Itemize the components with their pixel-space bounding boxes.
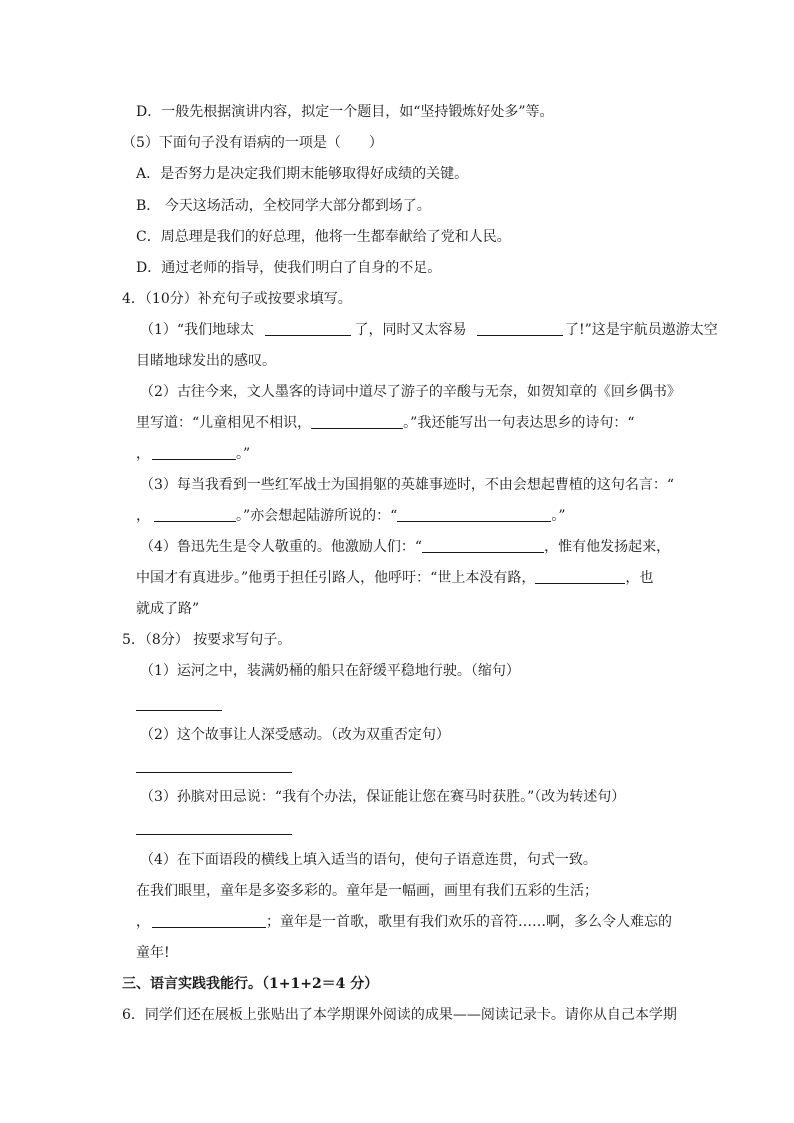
q5-para-text-b: ；童年是一首歌，歌里有我们欢乐的音符……啊，多么令人难忘的 [266, 914, 672, 930]
q3-sub5-option-c: C．周总理是我们的好总理，他将一生都奉献给了党和人民。 [136, 229, 511, 245]
q5-title: 5．（8分） 按要求写句子。 [122, 632, 292, 648]
answer-blank[interactable] [152, 445, 236, 460]
q4-sub3-text-b: ， [136, 508, 150, 524]
q4-sub1-continuation: 目睹地球发出的感叹。 [136, 353, 276, 369]
answer-blank[interactable] [311, 414, 403, 429]
q4-sub4-line1 [140, 537, 670, 557]
q5-para-line1: 在我们眼里，童年是多姿多彩的。童年是一幅画，画里有我们五彩的生活； [136, 883, 598, 899]
answer-line[interactable] [136, 772, 292, 773]
answer-blank[interactable] [477, 321, 563, 336]
q3-sub5-option-a: A．是否努力是决定我们期末能够取得好成绩的关键。 [136, 166, 469, 182]
q5-sub3: （3）孙膑对田忌说：“我有个办法，保证能让您在赛马时获胜。”（改为转述句） [140, 789, 626, 805]
q3-sub5-option-b: B． 今天这场活动，全校同学大部分都到场了。 [136, 198, 431, 214]
q5-sub2: （2）这个故事让人深受感动。（改为双重否定句） [140, 727, 450, 743]
q4-sub4-line3: 就成了路” [136, 601, 200, 617]
answer-blank[interactable] [422, 538, 544, 553]
answer-blank[interactable] [154, 507, 236, 522]
answer-blank[interactable] [265, 321, 351, 336]
q4-sub1-text-a: （1）“我们地球太 [140, 322, 255, 338]
q4-sub3-line2 [136, 506, 566, 526]
q5-para-line3: 童年! [136, 945, 170, 961]
answer-blank[interactable] [152, 913, 266, 928]
q6-text: 6．同学们还在展板上张贴出了本学期课外阅读的成果——阅读记录卡。请你从自己本学期 [122, 1007, 677, 1023]
q4-sub2-line3 [136, 444, 250, 464]
answer-line[interactable] [136, 834, 292, 835]
answer-line[interactable] [136, 710, 222, 711]
q4-sub3-text-c: 。”亦会想起陆游所说的：“ [236, 508, 398, 524]
q3-option-d: D．一般先根据演讲内容，拟定一个题目，如“坚持锻炼好处多”等。 [136, 104, 554, 120]
q4-sub2-text-d: 。” [236, 446, 251, 462]
q5-para-text-a: ， [136, 914, 150, 930]
q4-sub4-text-d: ，也 [625, 570, 654, 586]
answer-blank[interactable] [397, 507, 551, 522]
answer-blank[interactable] [535, 569, 625, 584]
q4-sub1-text-c: 了!”这是宇航员遨游太空 [564, 322, 718, 338]
q4-sub3-text-d: 。” [551, 508, 566, 524]
q4-sub4-text-c: 中国才有真进步。”他勇于担任引路人，他呼吁：“世上本没有路， [136, 570, 536, 586]
q4-sub1-text-b: 了，同时又太容易 [354, 322, 467, 338]
q4-sub3-line1: （3）每当我看到一些红军战士为国捐躯的英雄事迹时，不由会想起曹植的这句名言：“ [140, 477, 675, 493]
q5-sub4: （4）在下面语段的横线上填入适当的语句，使句子语意连贯，句式一致。 [140, 852, 597, 868]
q4-sub4-text-b: ，惟有他发扬起来， [544, 539, 671, 555]
q3-sub5-option-d: D．通过老师的指导，使我们明白了自身的不足。 [136, 260, 442, 276]
q4-title: 4．（10分）补充句子或按要求填写。 [122, 291, 352, 307]
q4-sub4-line2 [136, 568, 653, 588]
q3-sub5-stem: （5）下面句子没有语病的一项是（ ） [122, 135, 383, 151]
q4-sub2-text-a: 里写道：“儿童相见不相识， [136, 415, 312, 431]
q4-sub4-text-a: （4）鲁迅先生是令人敬重的。他激励人们：“ [140, 539, 423, 555]
q4-sub2-text-b: 。”我还能写出一句表达思乡的诗句：“ [403, 415, 635, 431]
q5-sub1: （1）运河之中，装满奶桶的船只在舒缓平稳地行驶。（缩句） [140, 663, 520, 679]
q4-sub2-text-c: ， [136, 446, 150, 462]
q5-para-line2 [136, 912, 672, 932]
q4-sub2-line1: （2）古往今来，文人墨客的诗词中道尽了游子的辛酸与无奈，如贺知章的《回乡偶书》 [140, 384, 681, 400]
q4-sub2-line2 [136, 413, 635, 433]
q4-sub1-line [140, 320, 718, 340]
section3-heading: 三、语言实践我能行。（1+1+2＝4 分） [122, 976, 379, 992]
